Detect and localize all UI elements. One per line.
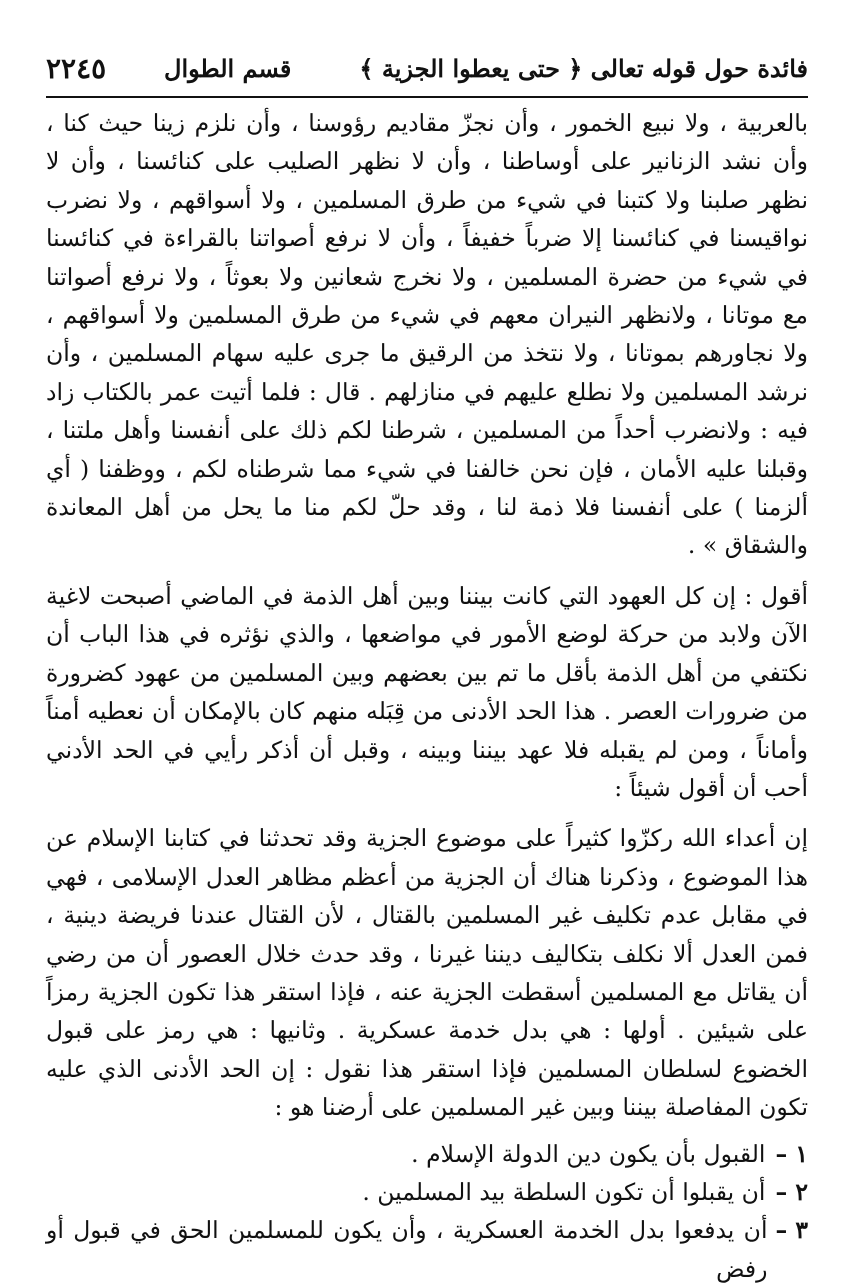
list-item [46, 1173, 808, 1211]
running-header [46, 54, 808, 94]
paragraph: بالعربية ، ولا نبيع الخمور ، وأن نجزّ مقاديم رؤوسنا ، وأن نلزم زينا حيث كنا ، وأن نشد الزنانير على أوساطنا ، وأن لا نظهر الصليب على كنائسنا ، وأن لا نظهر صلبنا ولا كتبنا في شيء من طرق المسلمين ، ولا أسواقهم ، ولا نضرب نواقيسنا في كنائسنا إلا ضرباً خفيفاً ، وأن لا نرفع أصواتنا بالقراءة في كنائسنا في شيء من حضرة المسلمين ، ولا نخرج شعانين ولا بعوثاً ، ولا نرفع أصواتنا مع موتانا ، ولانظهر النيران معهم في شيء من طرق المسلمين ولا أسواقهم ، ولا نجاورهم بموتانا ، ولا نتخذ من الرقيق ما جرى عليه سهام المسلمين ، وأن نرشد المسلمين ولا نطلع عليهم في منازلهم . قال : فلما أتيت عمر بالكتاب زاد فيه : ولانضرب أحداً من المسلمين ، شرطنا لكم ذلك على أنفسنا وأهل ملتنا ، وقبلنا عليه الأمان ، فإن نحن خالفنا في شيء مما شرطناه لكم ، ووظفنا ( أي ألزمنا ) على أنفسنا فلا ذمة لنا ، وقد حلّ لكم منا ما يحل من أهل المعاندة والشقاق » . [46, 109, 808, 560]
page-number: ٢٢٤٥ [46, 52, 107, 85]
header-title: فائدة حول قوله تعالى ﴿ حتى يعطوا الجزية ﴾ [359, 54, 808, 83]
body-text [46, 104, 808, 1288]
header-section: قسم الطوال [164, 54, 292, 83]
header-rule [46, 96, 808, 98]
list-number: ١ – [775, 1139, 808, 1168]
list-text: أن يقبلوا أن تكون السلطة بيد المسلمين . [362, 1177, 766, 1206]
list-item [46, 1135, 808, 1173]
paragraph: أقول : إن كل العهود التي كانت بيننا وبين أهل الذمة في الماضي أصبحت لاغية الآن ولابد من حركة لوضع الأمور في مواضعها ، والذي نؤثره في هذا الباب أن نكتفي من أهل الذمة بأقل ما تم بين بعضهم وبين المسلمين من عهود كضرورة من ضرورات العصر . هذا الحد الأدنى من قِبَله منهم كان بالإمكان أن نعطيه أمناً وأماناً ، ومن لم يقبله فلا عهد بيننا وبينه ، وقبل أن أذكر رأيي في الحد الأدني أحب أن أقول شيئاً : [46, 581, 808, 802]
list-text: القبول بأن يكون دين الدولة الإسلام . [411, 1139, 766, 1168]
list-text: أن يدفعوا بدل الخدمة العسكرية ، وأن يكون للمسلمين الحق في قبول أو رفض [46, 1216, 768, 1283]
list-number: ٢ – [775, 1177, 808, 1206]
paragraph: إن أعداء الله ركزّوا كثيراً على موضوع الجزية وقد تحدثنا في كتابنا الإسلام عن هذا الموضوع ، وذكرنا هناك أن الجزية من أعظم مظاهر العدل الإسلامى ، فهي في مقابل عدم تكليف غير المسلمين بالقتال ، لأن القتال عندنا فريضة دينية ، فمن العدل ألا نكلف بتكاليف ديننا غيرنا ، وقد حدث خلال العصور أن من رضي أن يقاتل مع المسلمين أسقطت الجزية عنه ، فإذا استقر هذا تكون الجزية رمزاً على شيئين . أولها : هي بدل خدمة عسكرية . وثانيها : هي رمز على قبول الخضوع لسلطان المسلمين فإذا استقر هذا نقول : إن الحد الأدنى الذي عليه تكون المفاصلة بيننا وبين غير المسلمين على أرضنا هو : [46, 824, 808, 1122]
list-number: ٣ – [775, 1216, 808, 1245]
list-item [46, 1211, 808, 1288]
numbered-list [46, 1135, 808, 1288]
